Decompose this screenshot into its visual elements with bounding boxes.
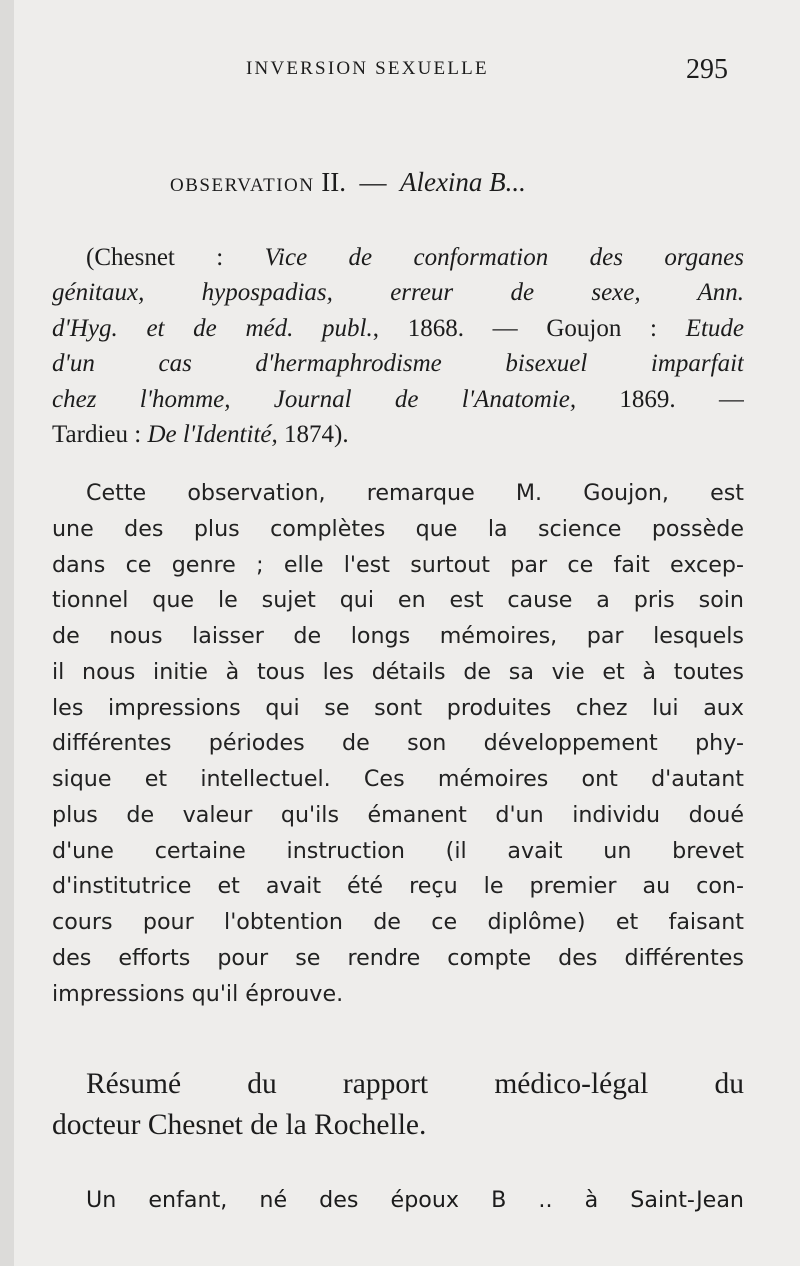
section-title-line: Résumé du rapport médico-légal du	[86, 1068, 744, 1100]
observation-label: OBSERVATION	[170, 175, 315, 196]
paragraph-line: sique et intellectuel. Ces mémoires ont d'autant	[52, 766, 744, 792]
paragraph-line: il nous initie à tous les détails de sa vie et à toutes	[52, 658, 744, 685]
page-number: 295	[686, 54, 728, 85]
page-gutter	[0, 0, 14, 1266]
paragraph-line: plus de valeur qu'ils émanent d'un individu doué	[52, 801, 744, 828]
observation-number: II.	[321, 167, 346, 197]
paragraph-line: des efforts pour se rendre compte des différentes	[52, 944, 744, 971]
observation-heading	[170, 167, 526, 198]
paragraph-line: tionnel que le sujet qui en est cause a pris soin	[52, 587, 744, 614]
body-paragraph	[52, 476, 744, 1012]
paragraph-line: Cette observation, remarque M. Goujon, est	[86, 480, 744, 506]
reference-line: (Chesnet : Vice de conformation des organes	[86, 244, 744, 271]
paragraph-line: d'institutrice et avait été reçu le premier au con-	[52, 873, 744, 900]
references-block	[52, 240, 744, 452]
reference-line: d'Hyg. et de méd. publ., 1868. — Goujon : Etude	[52, 314, 744, 342]
running-title: INVERSION SEXUELLE	[246, 58, 489, 79]
paragraph-line: une des plus complètes que la science possède	[52, 515, 744, 542]
paragraph-line: de nous laisser de longs mémoires, par lesquels	[52, 623, 744, 649]
section-title-line: docteur Chesnet de la Rochelle.	[52, 1109, 427, 1141]
continuation-paragraph	[52, 1183, 744, 1218]
paragraph-line: impressions qu'il éprouve.	[52, 980, 344, 1007]
reference-line: chez l'homme, Journal de l'Anatomie, 1869. —	[52, 385, 744, 413]
observation-dash: —	[359, 167, 387, 197]
paragraph-line: différentes périodes de son développement phy-	[52, 730, 744, 757]
reference-line: d'un cas d'hermaphrodisme bisexuel imparfait	[52, 350, 744, 378]
reference-line: génitaux, hypospadias, erreur de sexe, Ann.	[52, 279, 744, 307]
paragraph-line: Un enfant, né des époux B .. à Saint-Jean	[86, 1187, 744, 1213]
reference-line: Tardieu : De l'Identité, 1874).	[52, 420, 349, 448]
section-title	[52, 1064, 744, 1146]
running-head	[0, 54, 800, 84]
paragraph-line: d'une certaine instruction (il avait un brevet	[52, 837, 744, 864]
paragraph-line: les impressions qui se sont produites chez lui aux	[52, 694, 744, 721]
paragraph-line: dans ce genre ; elle l'est surtout par ce fait excep-	[52, 551, 744, 578]
observation-name: Alexina B...	[399, 167, 526, 197]
paragraph-line: cours pour l'obtention de ce diplôme) et faisant	[52, 909, 744, 935]
